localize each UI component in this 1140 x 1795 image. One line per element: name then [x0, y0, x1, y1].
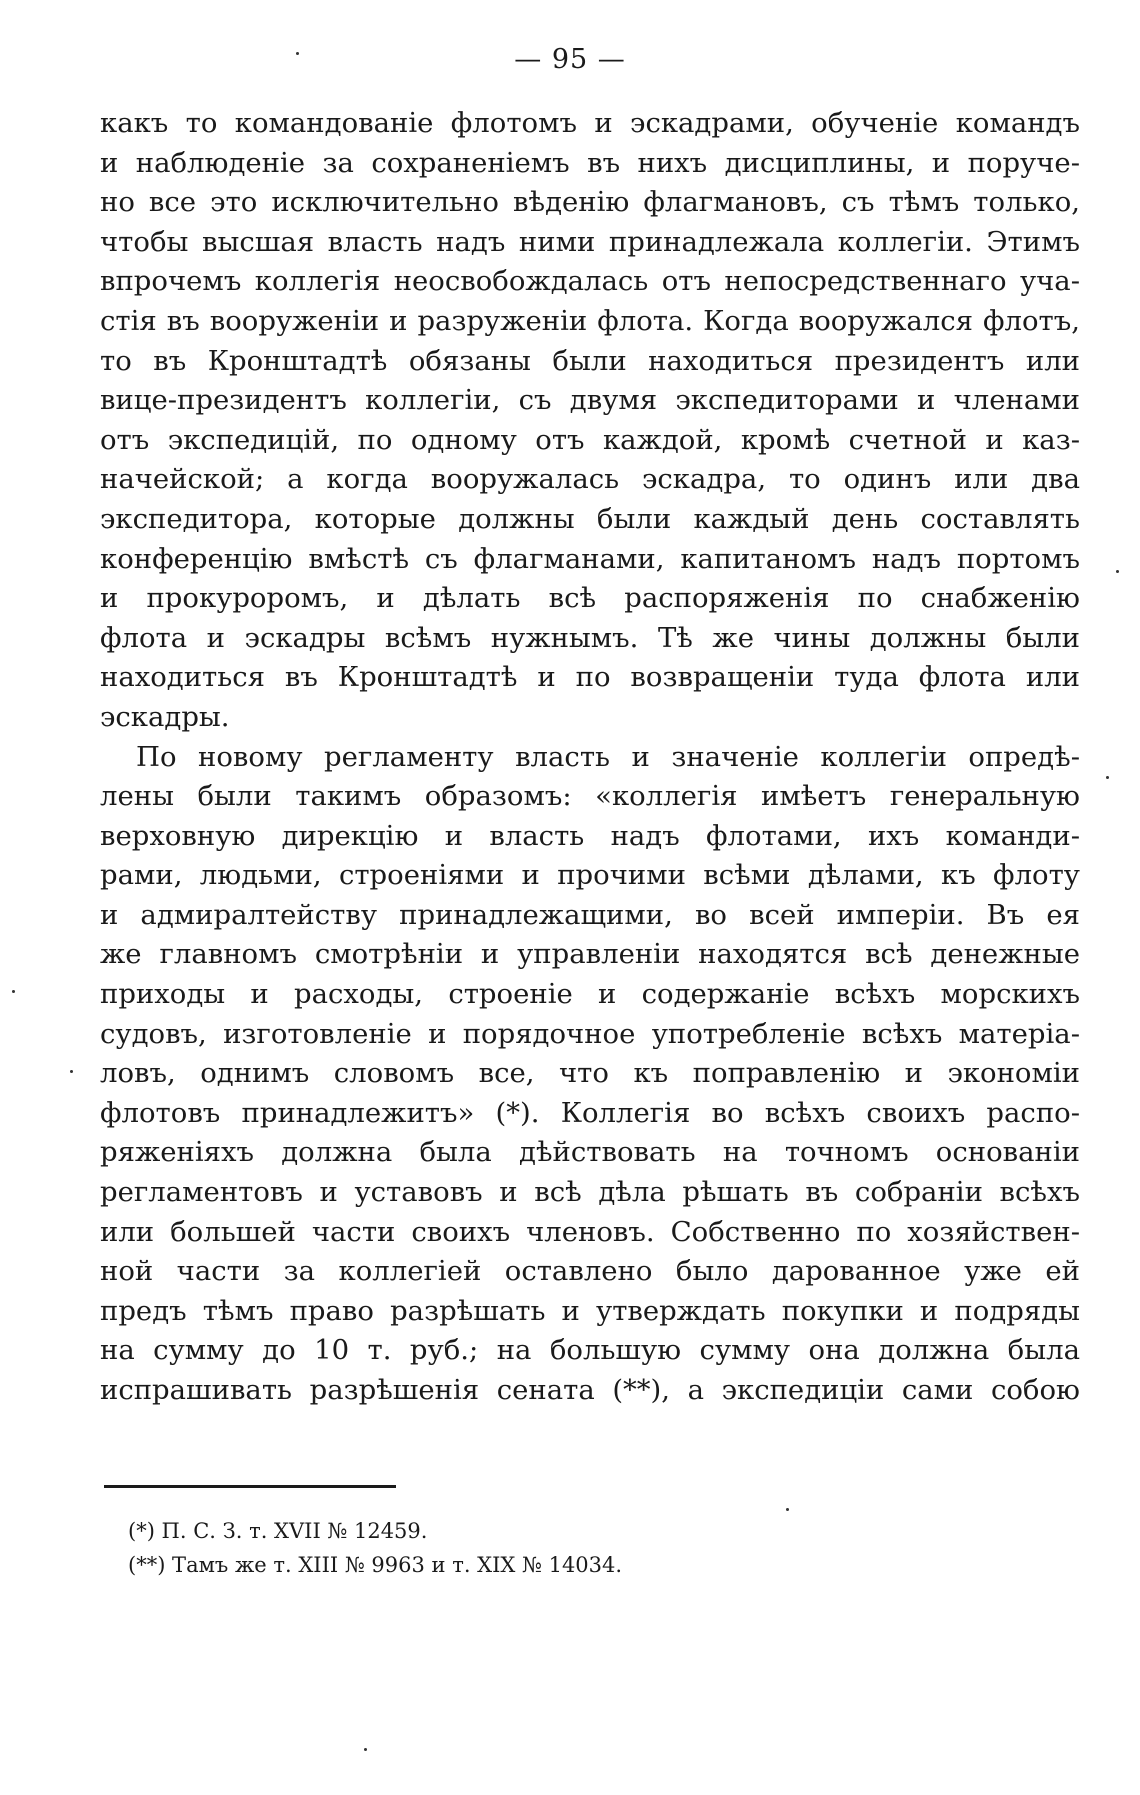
text-line: вице-президентъ коллегіи, съ двумя экспедиторами и членами — [100, 384, 1080, 417]
footnote: (**) Тамъ же т. XIII № 9963 и т. XIX № 14034. — [128, 1553, 623, 1577]
text-line: находиться въ Кронштадтѣ и по возвращеніи туда флота или — [100, 661, 1080, 694]
print-speck — [296, 52, 299, 55]
text-line: впрочемъ коллегія неосвобождалась отъ непосредственнаго уча- — [100, 265, 1080, 298]
text-line: и адмиралтейству принадлежащими, во всей имперіи. Въ ея — [100, 898, 1080, 931]
text-line: лены были такимъ образомъ: «коллегія имѣетъ генеральную — [100, 780, 1080, 813]
text-line: верховную дирекцію и власть надъ флотами, ихъ команди- — [100, 819, 1080, 852]
print-speck — [12, 990, 15, 993]
text-line: регламентовъ и уставовъ и всѣ дѣла рѣшать въ собраніи всѣхъ — [100, 1176, 1080, 1209]
text-line: рами, людьми, строеніями и прочими всѣми дѣлами, къ флоту — [100, 859, 1080, 892]
text-line: конференцію вмѣстѣ съ флагманами, капитаномъ надъ портомъ — [100, 542, 1080, 575]
text-line: флота и эскадры всѣмъ нужнымъ. Тѣ же чины должны были — [100, 621, 1080, 654]
text-line: то въ Кронштадтѣ обязаны были находиться президентъ или — [100, 344, 1080, 377]
text-line: предъ тѣмъ право разрѣшать и утверждать покупки и подряды — [100, 1294, 1080, 1327]
print-speck — [364, 1748, 367, 1751]
footnote: (*) П. С. З. т. XVII № 12459. — [128, 1519, 428, 1543]
print-speck — [70, 1070, 73, 1073]
text-line: приходы и расходы, строеніе и содержаніе всѣхъ морскихъ — [100, 978, 1080, 1011]
body-text — [100, 104, 1080, 1411]
text-line: ловъ, однимъ словомъ все, что къ поправленію и экономіи — [100, 1057, 1080, 1090]
text-line: но все это исключительно вѣденію флагмановъ, съ тѣмъ только, — [100, 186, 1080, 219]
print-speck — [1106, 776, 1109, 779]
page-number: — 95 — — [514, 44, 626, 75]
paragraph-start-line: По новому регламенту власть и значеніе коллегіи опредѣ- — [136, 740, 1080, 773]
text-line: какъ то командованіе флотомъ и эскадрами, обученіе командъ — [100, 107, 1080, 139]
paragraph-end-line: эскадры. — [100, 700, 230, 733]
text-line: флотовъ принадлежитъ» (*). Коллегія во всѣхъ своихъ распо- — [100, 1096, 1080, 1129]
text-line: же главномъ смотрѣніи и управленіи находятся всѣ денежные — [100, 938, 1080, 971]
text-line: начейской; а когда вооружалась эскадра, то одинъ или два — [100, 463, 1080, 496]
text-line: и прокуроромъ, и дѣлать всѣ распоряженія по снабженію — [100, 582, 1080, 615]
text-line: ряженіяхъ должна была дѣйствовать на точномъ основаніи — [100, 1136, 1080, 1169]
text-line: отъ экспедицій, по одному отъ каждой, кромѣ счетной и каз- — [100, 423, 1080, 456]
text-line: стія въ вооруженіи и разруженіи флота. Когда вооружался флотъ, — [100, 304, 1080, 337]
print-speck — [1116, 570, 1119, 573]
text-line: ной части за коллегіей оставлено было дарованное уже ей — [100, 1255, 1080, 1288]
text-line: судовъ, изготовленіе и порядочное употребленіе всѣхъ матеріа- — [100, 1017, 1080, 1050]
text-line: или большей части своихъ членовъ. Собственно по хозяйствен- — [100, 1215, 1080, 1248]
text-line: испрашивать разрѣшенія сената (**), а экспедиціи сами собою — [100, 1374, 1080, 1406]
print-speck — [786, 1508, 789, 1511]
text-line: и наблюденіе за сохраненіемъ въ нихъ дисциплины, и поруче- — [100, 146, 1080, 179]
text-line: на сумму до 10 т. руб.; на большую сумму она должна была — [100, 1334, 1080, 1367]
text-line: экспедитора, которые должны были каждый день составлять — [100, 502, 1080, 535]
footnote-separator — [104, 1485, 396, 1488]
text-line: чтобы высшая власть надъ ними принадлежала коллегіи. Этимъ — [100, 225, 1080, 258]
footnotes — [128, 1514, 1028, 1582]
